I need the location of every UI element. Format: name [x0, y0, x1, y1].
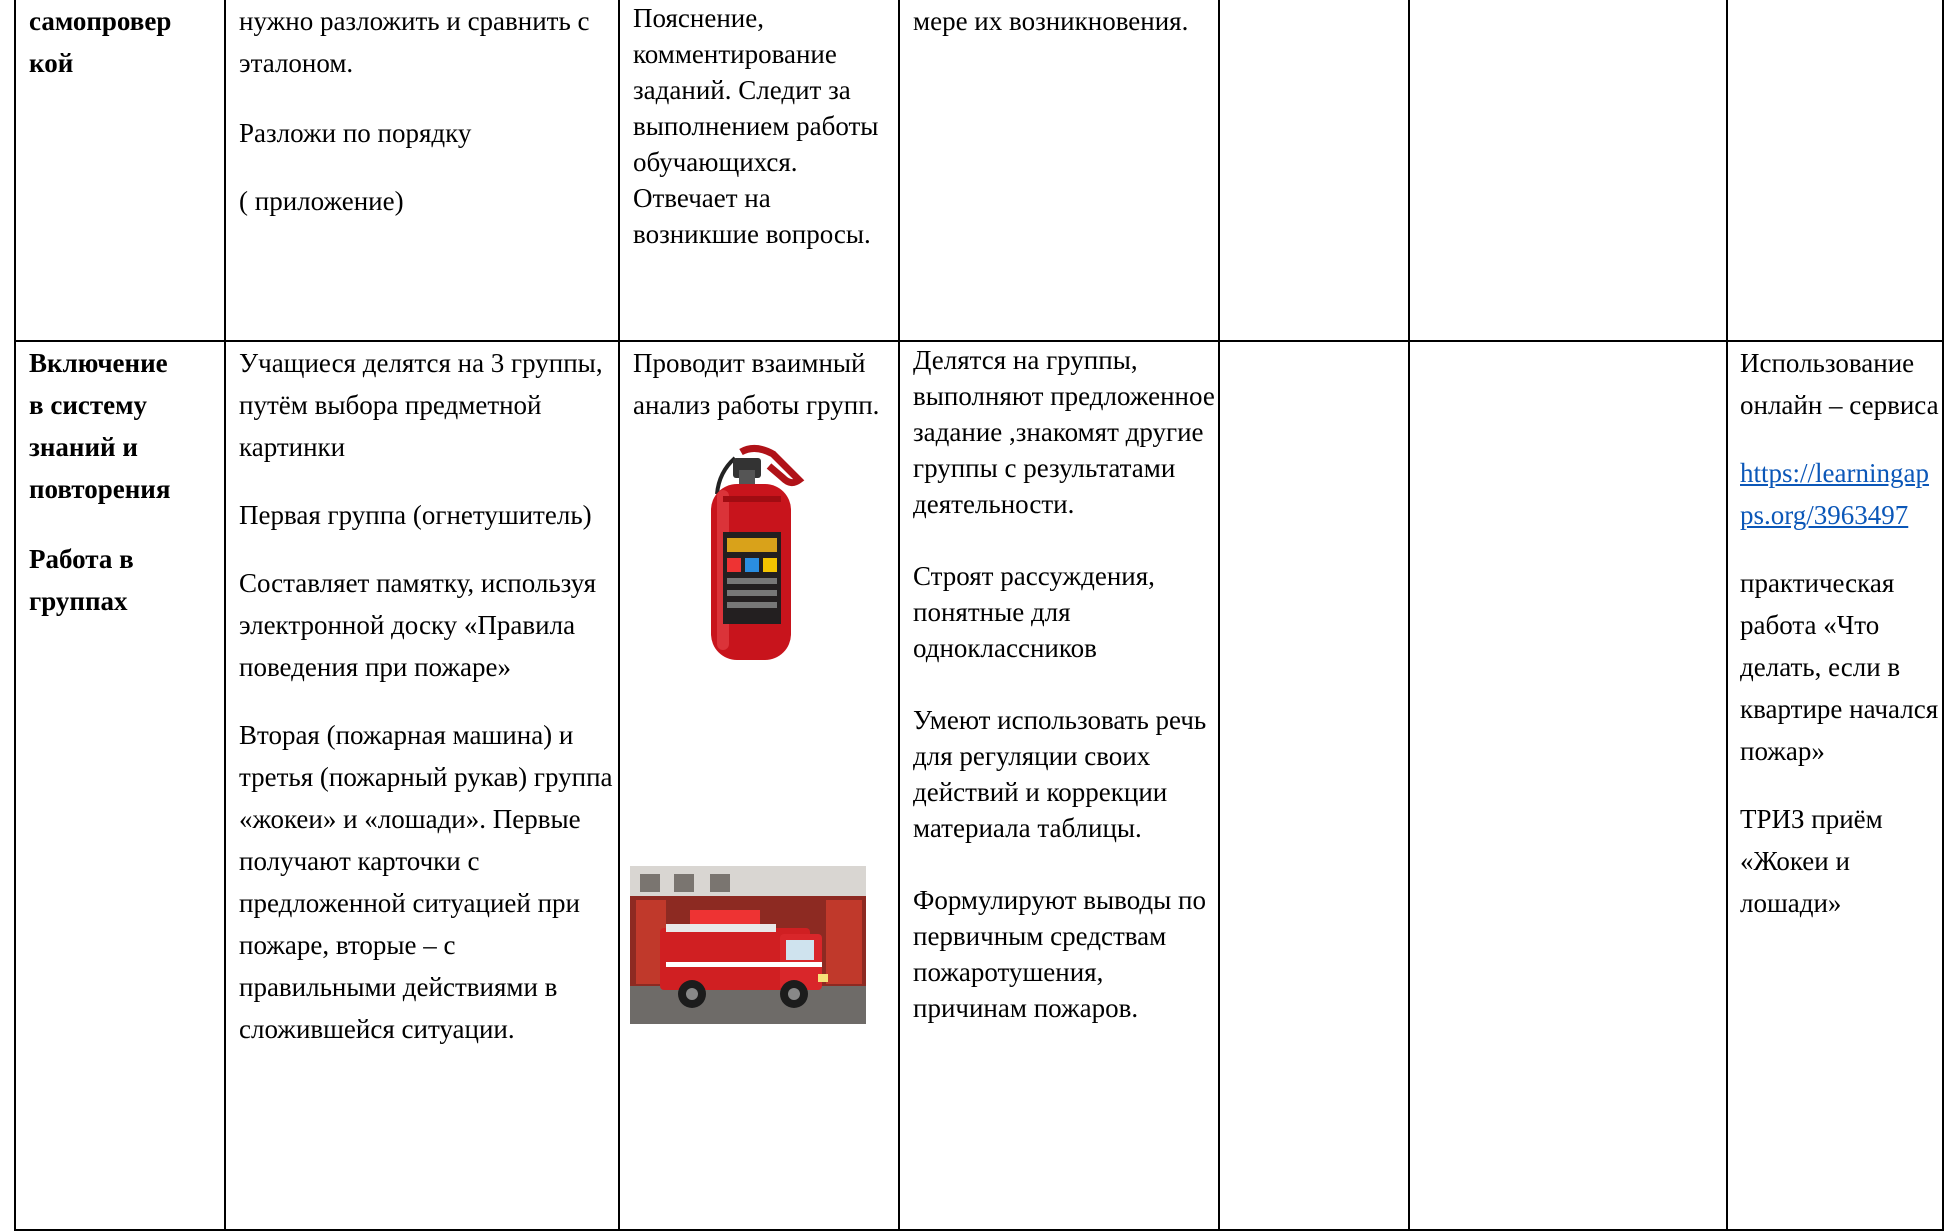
- stage-sub-line: группах: [29, 586, 128, 616]
- table-row: [15, 0, 1943, 341]
- empty-cell: [1219, 341, 1409, 1230]
- teacher-activity-cell: [619, 0, 899, 341]
- fire-extinguisher-icon: [695, 444, 807, 664]
- outcomes-text: Строят рассуждения, понятные для одноклассников: [913, 561, 1155, 663]
- students-text: ( приложение): [239, 186, 404, 216]
- teacher-text: Проводит взаимный анализ работы групп.: [633, 348, 880, 420]
- stage-line: Включение: [29, 348, 168, 378]
- stage-line: повторения: [29, 474, 171, 504]
- learningapps-link[interactable]: https://learningapps.org/3963497: [1740, 458, 1929, 530]
- fire-truck-image: [630, 866, 898, 1036]
- empty-cell: [1409, 341, 1727, 1230]
- resources-intro: Использование онлайн – сервиса: [1740, 348, 1939, 420]
- stage-cell: [15, 0, 225, 341]
- resources-cell: [1727, 341, 1943, 1230]
- students-text: Составляет памятку, используя электронной доску «Правила поведения при пожаре»: [239, 568, 597, 682]
- outcomes-cell: [899, 341, 1219, 1230]
- practical-work-text: практическая работа «Что делать, если в квартире начался пожар»: [1740, 568, 1939, 766]
- students-text: Учащиеся делятся на 3 группы, путём выбора предметной картинки: [239, 348, 603, 462]
- students-text: нужно разложить и сравнить с эталоном.: [239, 6, 590, 78]
- empty-cell: [1727, 0, 1943, 341]
- stage-cell: [15, 341, 225, 1230]
- teacher-text: Пояснение, комментирование заданий. Следит за выполнением работы обучающихся. Отвечает на возникшие вопросы.: [633, 3, 879, 249]
- outcomes-cell: [899, 0, 1219, 341]
- stage-line: в систему: [29, 390, 147, 420]
- outcomes-text: Формулируют выводы по первичным средствам пожаротушения, причинам пожаров.: [913, 885, 1207, 1023]
- empty-cell: [1409, 0, 1727, 341]
- table-row: [15, 341, 1943, 1230]
- extinguisher-image: [695, 444, 898, 676]
- lesson-plan-table: [14, 0, 1944, 1231]
- empty-cell: [1219, 0, 1409, 341]
- triz-text: ТРИЗ приём «Жокеи и лошади»: [1740, 804, 1883, 918]
- students-text: Первая группа (огнетушитель): [239, 500, 592, 530]
- students-activity-cell: [225, 341, 619, 1230]
- teacher-activity-cell: [619, 341, 899, 1230]
- outcomes-text: Умеют использовать речь для регуляции своих действий и коррекции материала таблицы.: [913, 705, 1207, 843]
- stage-line: знаний и: [29, 432, 138, 462]
- outcomes-text: Делятся на группы, выполняют предложенное задание ,знакомят другие группы с результатами деятельности.: [913, 345, 1215, 519]
- fire-truck-icon: [630, 866, 866, 1024]
- students-activity-cell: [225, 0, 619, 341]
- stage-sub-line: Работа в: [29, 544, 134, 574]
- students-text: Вторая (пожарная машина) и третья (пожарный рукав) группа «жокеи» и «лошади». Первые получают карточки с предложенной ситуацией при пожаре, вторые – с правильными действиями в сложившейся ситуации.: [239, 720, 613, 1044]
- students-text: Разложи по порядку: [239, 118, 472, 148]
- stage-title: самопровер кой: [29, 6, 172, 78]
- outcomes-text: мере их возникновения.: [913, 6, 1189, 36]
